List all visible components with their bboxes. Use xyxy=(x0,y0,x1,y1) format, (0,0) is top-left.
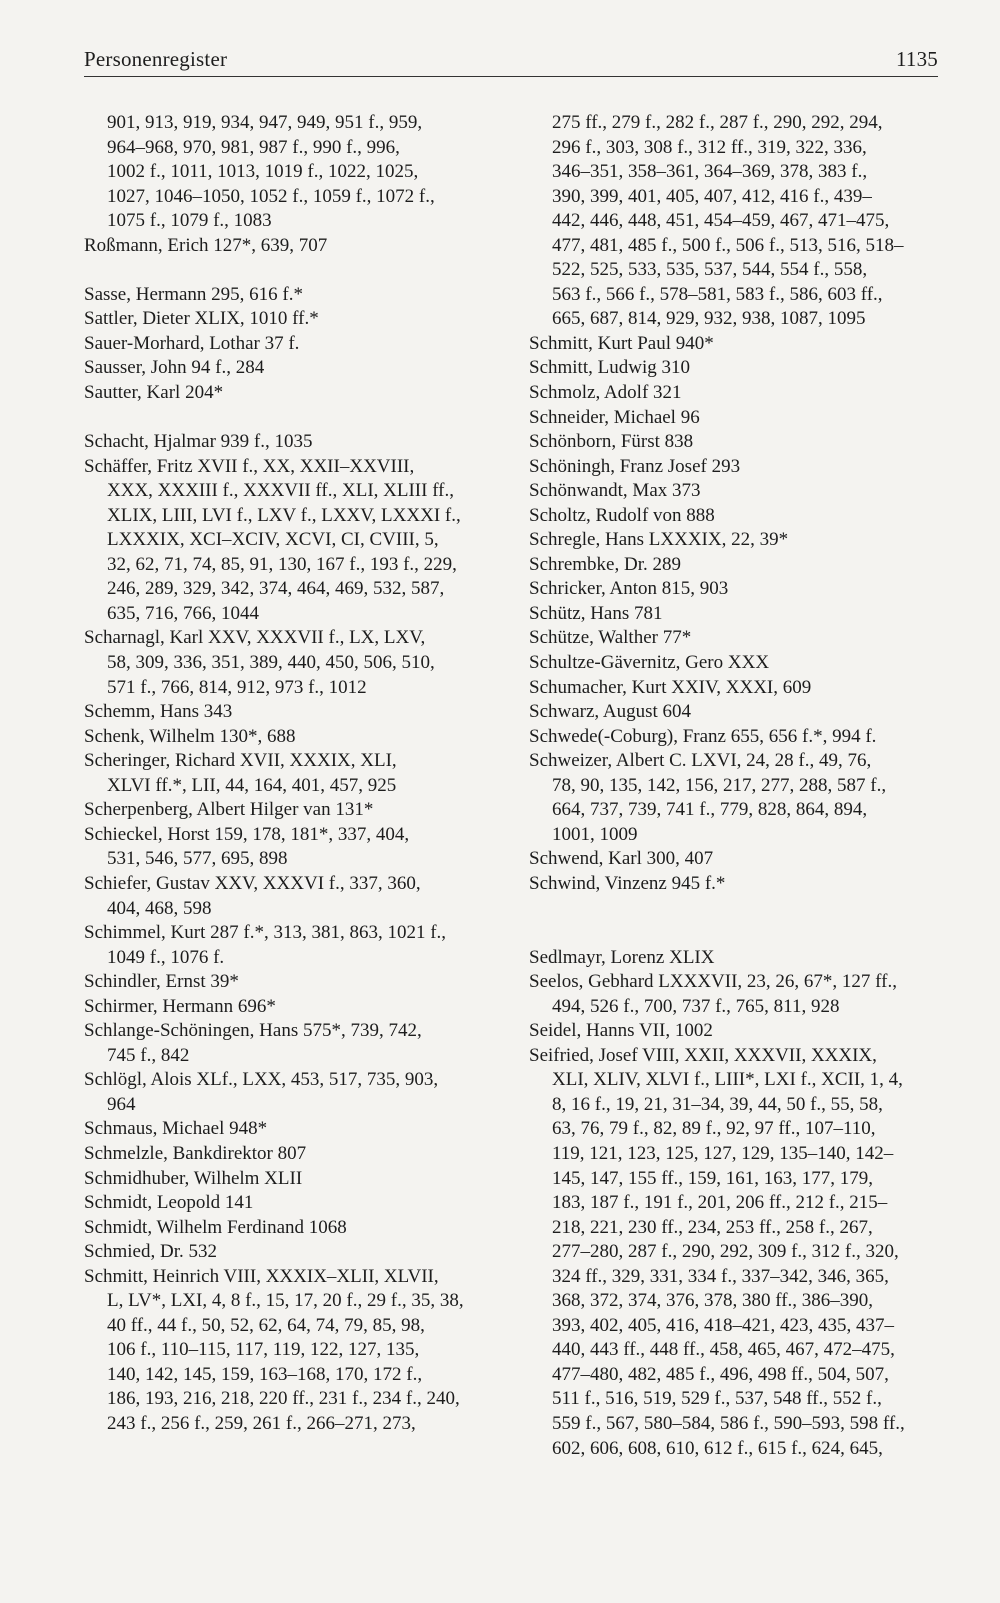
page-header xyxy=(84,38,938,72)
index-entry xyxy=(529,430,941,455)
entry-continuation-line: LXXXIX, XCI–XCIV, XCVI, CI, CVIII, 5, xyxy=(107,529,439,551)
entry-heading-line: Scharnagl, Karl XXV, XXXVII f., LX, LXV, xyxy=(84,627,426,649)
entry-heading-line: Schregle, Hans LXXXIX, 22, 39* xyxy=(529,529,789,551)
entry-heading-line: Schmidhuber, Wilhelm XLII xyxy=(84,1167,303,1189)
index-entry xyxy=(84,626,494,700)
index-entry xyxy=(84,725,494,750)
index-entry xyxy=(84,430,494,455)
entry-heading-line: Sauer-Morhard, Lothar 37 f. xyxy=(84,332,300,354)
entry-continuation-line: 78, 90, 135, 142, 156, 217, 277, 288, 587 f., xyxy=(552,774,887,796)
entry-continuation-line: 745 f., 842 xyxy=(107,1044,190,1066)
index-entry xyxy=(84,332,494,357)
entry-heading-line: Schweizer, Albert C. LXVI, 24, 28 f., 49, 76, xyxy=(529,750,872,772)
entry-continuation-line: 511 f., 516, 519, 529 f., 537, 548 ff., 552 f., xyxy=(552,1388,882,1410)
index-entry xyxy=(84,381,494,406)
entry-continuation-line: 40 ff., 44 f., 50, 52, 62, 64, 74, 79, 85, 98, xyxy=(107,1314,425,1336)
entry-heading-line: Seelos, Gebhard LXXXVII, 23, 26, 67*, 127 ff., xyxy=(529,971,897,993)
entry-heading-line: Schütz, Hans 781 xyxy=(529,602,663,624)
entry-continuation-line: 119, 121, 123, 125, 127, 129, 135–140, 142– xyxy=(552,1142,894,1164)
index-entry xyxy=(529,847,941,872)
entry-heading-line: Schlögl, Alois XLf., LXX, 453, 517, 735, 903, xyxy=(84,1069,439,1091)
entry-continuation-line: 324 ff., 329, 331, 334 f., 337–342, 346, 365, xyxy=(552,1265,889,1287)
entry-continuation-line: 32, 62, 71, 74, 85, 91, 130, 167 f., 193 f., 229, xyxy=(107,553,457,575)
entry-continuation-line: 602, 606, 608, 610, 612 f., 615 f., 624, 645, xyxy=(552,1437,883,1459)
entry-heading-line: Sautter, Karl 204* xyxy=(84,382,224,404)
entry-continuation-line: 106 f., 110–115, 117, 119, 122, 127, 135, xyxy=(107,1339,420,1361)
entry-continuation-line: 277–280, 287 f., 290, 292, 309 f., 312 f., 320, xyxy=(552,1241,899,1263)
index-entry xyxy=(84,872,494,921)
entry-heading-line: Scheringer, Richard XVII, XXXIX, XLI, xyxy=(84,750,397,772)
entry-heading-line: Schütze, Walther 77* xyxy=(529,627,692,649)
entry-heading-line: Schmaus, Michael 948* xyxy=(84,1118,268,1140)
entry-continuation-line: 522, 525, 533, 535, 537, 544, 554 f., 558, xyxy=(552,259,868,281)
index-entry xyxy=(529,528,941,553)
entry-continuation-line: 368, 372, 374, 376, 378, 380 ff., 386–390, xyxy=(552,1290,874,1312)
index-entry xyxy=(84,823,494,872)
index-entry xyxy=(529,626,941,651)
entry-heading-line: Schacht, Hjalmar 939 f., 1035 xyxy=(84,431,313,453)
index-entry xyxy=(84,455,494,627)
entry-continuation-line: 218, 221, 230 ff., 234, 253 ff., 258 f., 267, xyxy=(552,1216,873,1238)
entry-heading-line: Seifried, Josef VIII, XXII, XXXVII, XXXIX, xyxy=(529,1044,877,1066)
entry-continuation-line: 8, 16 f., 19, 21, 31–34, 39, 44, 50 f., 55, 58, xyxy=(552,1093,883,1115)
entry-heading-line: Schmied, Dr. 532 xyxy=(84,1241,217,1263)
entry-heading-line: Sedlmayr, Lorenz XLIX xyxy=(529,946,715,968)
entry-continuation-line: 246, 289, 329, 342, 374, 464, 469, 532, 587, xyxy=(107,578,445,600)
entry-heading-line: Schöningh, Franz Josef 293 xyxy=(529,455,741,477)
entry-heading-line: Schiefer, Gustav XXV, XXXVI f., 337, 360, xyxy=(84,872,421,894)
entry-continuation-line: 186, 193, 216, 218, 220 ff., 231 f., 234 f., 240, xyxy=(107,1388,460,1410)
index-entry xyxy=(84,1191,494,1216)
entry-continuation-line: 243 f., 256 f., 259, 261 f., 266–271, 273, xyxy=(107,1412,416,1434)
letter-group-gap xyxy=(84,258,494,283)
entry-continuation-line: 477–480, 482, 485 f., 496, 498 ff., 504, 507, xyxy=(552,1363,889,1385)
letter-group-gap xyxy=(84,406,494,431)
entry-heading-line: Seidel, Hanns VII, 1002 xyxy=(529,1020,713,1042)
entry-heading-line: Schwind, Vinzenz 945 f.* xyxy=(529,872,726,894)
entry-heading-line: Schmidt, Wilhelm Ferdinand 1068 xyxy=(84,1216,347,1238)
entry-heading-line: Schrembke, Dr. 289 xyxy=(529,553,681,575)
index-entry xyxy=(84,356,494,381)
entry-heading-line: Sattler, Dieter XLIX, 1010 ff.* xyxy=(84,308,319,330)
index-entry xyxy=(529,700,941,725)
page-number: 1135 xyxy=(895,47,938,71)
entry-continuation-line: 559 f., 567, 580–584, 586 f., 590–593, 598 ff., xyxy=(552,1412,905,1434)
entry-heading-line: Schultze-Gävernitz, Gero XXX xyxy=(529,652,770,674)
entry-continuation-line: 58, 309, 336, 351, 389, 440, 450, 506, 510, xyxy=(107,652,435,674)
letter-group-gap xyxy=(529,921,941,946)
entry-heading-line: Schwarz, August 604 xyxy=(529,701,692,723)
entry-continuation-line: 531, 546, 577, 695, 898 xyxy=(107,848,288,870)
entry-heading-line: Schemm, Hans 343 xyxy=(84,701,233,723)
index-entry xyxy=(84,283,494,308)
index-entry xyxy=(84,749,494,798)
entry-continuation-line: L, LV*, LXI, 4, 8 f., 15, 17, 20 f., 29 f., 35, 38, xyxy=(107,1290,464,1312)
entry-heading-line: Scherpenberg, Albert Hilger van 131* xyxy=(84,799,374,821)
entry-continuation-line: 1049 f., 1076 f. xyxy=(107,946,225,968)
entry-continuation-line: 1002 f., 1011, 1013, 1019 f., 1022, 1025, xyxy=(107,161,419,183)
entry-heading-line: Schimmel, Kurt 287 f.*, 313, 381, 863, 1021 f., xyxy=(84,922,447,944)
index-entry xyxy=(84,1240,494,1265)
entry-continuation-line: XLI, XLIV, XLVI f., LIII*, LXI f., XCII, 1, 4, xyxy=(552,1069,903,1091)
entry-heading-line: Schmitt, Kurt Paul 940* xyxy=(529,332,714,354)
entry-heading-line: Schwend, Karl 300, 407 xyxy=(529,848,714,870)
letter-group-gap xyxy=(529,897,941,922)
entry-heading-line: Schönborn, Fürst 838 xyxy=(529,431,694,453)
entry-continuation-line: 571 f., 766, 814, 912, 973 f., 1012 xyxy=(107,676,367,698)
entry-heading-line: Schieckel, Horst 159, 178, 181*, 337, 404, xyxy=(84,823,410,845)
entry-continuation-line: 664, 737, 739, 741 f., 779, 828, 864, 894, xyxy=(552,799,868,821)
entry-continuation-line: 440, 443 ff., 448 ff., 458, 465, 467, 472–475, xyxy=(552,1339,895,1361)
index-entry xyxy=(84,1216,494,1241)
entry-heading-line: Schneider, Michael 96 xyxy=(529,406,700,428)
entry-continuation-line: 140, 142, 145, 159, 163–168, 170, 172 f., xyxy=(107,1363,423,1385)
entry-heading-line: Roßmann, Erich 127*, 639, 707 xyxy=(84,234,328,256)
index-entry xyxy=(84,307,494,332)
index-entry xyxy=(529,970,941,1019)
entry-heading-line: Schmidt, Leopold 141 xyxy=(84,1192,254,1214)
entry-continuation-line: XLVI ff.*, LII, 44, 164, 401, 457, 925 xyxy=(107,774,397,796)
index-entry xyxy=(84,1265,494,1437)
entry-heading-line: Schenk, Wilhelm 130*, 688 xyxy=(84,725,296,747)
index-entry xyxy=(529,602,941,627)
entry-continuation-line: 404, 468, 598 xyxy=(107,897,212,919)
index-entry xyxy=(529,651,941,676)
entry-continuation-line: 275 ff., 279 f., 282 f., 287 f., 290, 292, 294, xyxy=(552,112,883,133)
index-entry xyxy=(84,234,494,259)
index-entry xyxy=(529,946,941,971)
index-entry xyxy=(529,356,941,381)
index-entry xyxy=(529,1044,941,1461)
entry-heading-line: Scholtz, Rudolf von 888 xyxy=(529,504,715,526)
entry-continuation-line: 477, 481, 485 f., 500 f., 506 f., 513, 516, 518– xyxy=(552,234,904,256)
entry-heading-line: Schmitt, Heinrich VIII, XXXIX–XLII, XLVII, xyxy=(84,1265,439,1287)
index-entry xyxy=(84,1019,494,1068)
entry-continuation-line: 964 xyxy=(107,1093,136,1115)
entry-continuation-line: 1075 f., 1079 f., 1083 xyxy=(107,210,272,232)
entry-continuation-line: 1027, 1046–1050, 1052 f., 1059 f., 1072 f., xyxy=(107,185,435,207)
index-entry xyxy=(529,577,941,602)
entry-continuation-line: 563 f., 566 f., 578–581, 583 f., 586, 603 ff., xyxy=(552,283,883,305)
entry-continuation-line: XXX, XXXIII f., XXXVII ff., XLI, XLIII ff., xyxy=(107,480,455,502)
index-entry xyxy=(529,455,941,480)
entry-heading-line: Schwede(-Coburg), Franz 655, 656 f.*, 994 f. xyxy=(529,725,877,747)
index-entry xyxy=(84,1117,494,1142)
index-entry xyxy=(84,1167,494,1192)
index-entry xyxy=(529,504,941,529)
index-entry xyxy=(529,332,941,357)
header-rule xyxy=(84,76,938,77)
entry-heading-line: Sasse, Hermann 295, 616 f.* xyxy=(84,283,303,305)
entry-continuation-line: 393, 402, 405, 416, 418–421, 423, 435, 437– xyxy=(552,1314,894,1336)
entry-continuation-line: 1001, 1009 xyxy=(552,823,638,845)
index-entry-continuation xyxy=(84,111,494,234)
entry-continuation-line: 390, 399, 401, 405, 407, 412, 416 f., 439– xyxy=(552,185,872,207)
entry-heading-line: Schlange-Schöningen, Hans 575*, 739, 742, xyxy=(84,1020,422,1042)
entry-continuation-line: 145, 147, 155 ff., 159, 161, 163, 177, 179, xyxy=(552,1167,874,1189)
index-entry xyxy=(529,676,941,701)
entry-heading-line: Schönwandt, Max 373 xyxy=(529,480,701,502)
index-entry xyxy=(84,1068,494,1117)
running-title: Personenregister xyxy=(84,47,228,71)
entry-heading-line: Sausser, John 94 f., 284 xyxy=(84,357,265,379)
entry-continuation-line: 901, 913, 919, 934, 947, 949, 951 f., 959, xyxy=(107,112,423,133)
index-entry xyxy=(529,406,941,431)
entry-continuation-line: 183, 187 f., 191 f., 201, 206 ff., 212 f., 215– xyxy=(552,1192,888,1214)
entry-heading-line: Schindler, Ernst 39* xyxy=(84,971,239,993)
index-column-left xyxy=(84,111,494,1437)
entry-heading-line: Schmolz, Adolf 321 xyxy=(529,382,682,404)
index-entry xyxy=(529,725,941,750)
entry-heading-line: Schmitt, Ludwig 310 xyxy=(529,357,690,379)
entry-heading-line: Schricker, Anton 815, 903 xyxy=(529,578,729,600)
index-entry xyxy=(84,995,494,1020)
index-entry xyxy=(529,479,941,504)
entry-continuation-line: XLIX, LIII, LVI f., LXV f., LXXV, LXXXI f., xyxy=(107,504,461,526)
index-entry xyxy=(529,749,941,847)
index-entry xyxy=(84,921,494,970)
entry-heading-line: Schumacher, Kurt XXIV, XXXI, 609 xyxy=(529,676,812,698)
entry-continuation-line: 494, 526 f., 700, 737 f., 765, 811, 928 xyxy=(552,995,840,1017)
entry-heading-line: Schmelzle, Bankdirektor 807 xyxy=(84,1142,307,1164)
index-entry xyxy=(84,1142,494,1167)
index-entry xyxy=(529,553,941,578)
index-entry xyxy=(529,1019,941,1044)
entry-continuation-line: 635, 716, 766, 1044 xyxy=(107,602,259,624)
entry-heading-line: Schirmer, Hermann 696* xyxy=(84,995,276,1017)
index-entry xyxy=(529,381,941,406)
entry-continuation-line: 665, 687, 814, 929, 932, 938, 1087, 1095 xyxy=(552,308,866,330)
entry-continuation-line: 964–968, 970, 981, 987 f., 990 f., 996, xyxy=(107,136,400,158)
entry-continuation-line: 63, 76, 79 f., 82, 89 f., 92, 97 ff., 107–110, xyxy=(552,1118,876,1140)
entry-continuation-line: 296 f., 303, 308 f., 312 ff., 319, 322, 336, xyxy=(552,136,867,158)
index-entry xyxy=(84,700,494,725)
index-entry xyxy=(529,872,941,897)
index-entry xyxy=(84,970,494,995)
index-entry xyxy=(84,798,494,823)
entry-continuation-line: 442, 446, 448, 451, 454–459, 467, 471–475, xyxy=(552,210,890,232)
entry-heading-line: Schäffer, Fritz XVII f., XX, XXII–XXVIII, xyxy=(84,455,415,477)
entry-continuation-line: 346–351, 358–361, 364–369, 378, 383 f., xyxy=(552,161,868,183)
index-column-right xyxy=(529,111,941,1461)
index-entry-continuation xyxy=(529,111,941,332)
